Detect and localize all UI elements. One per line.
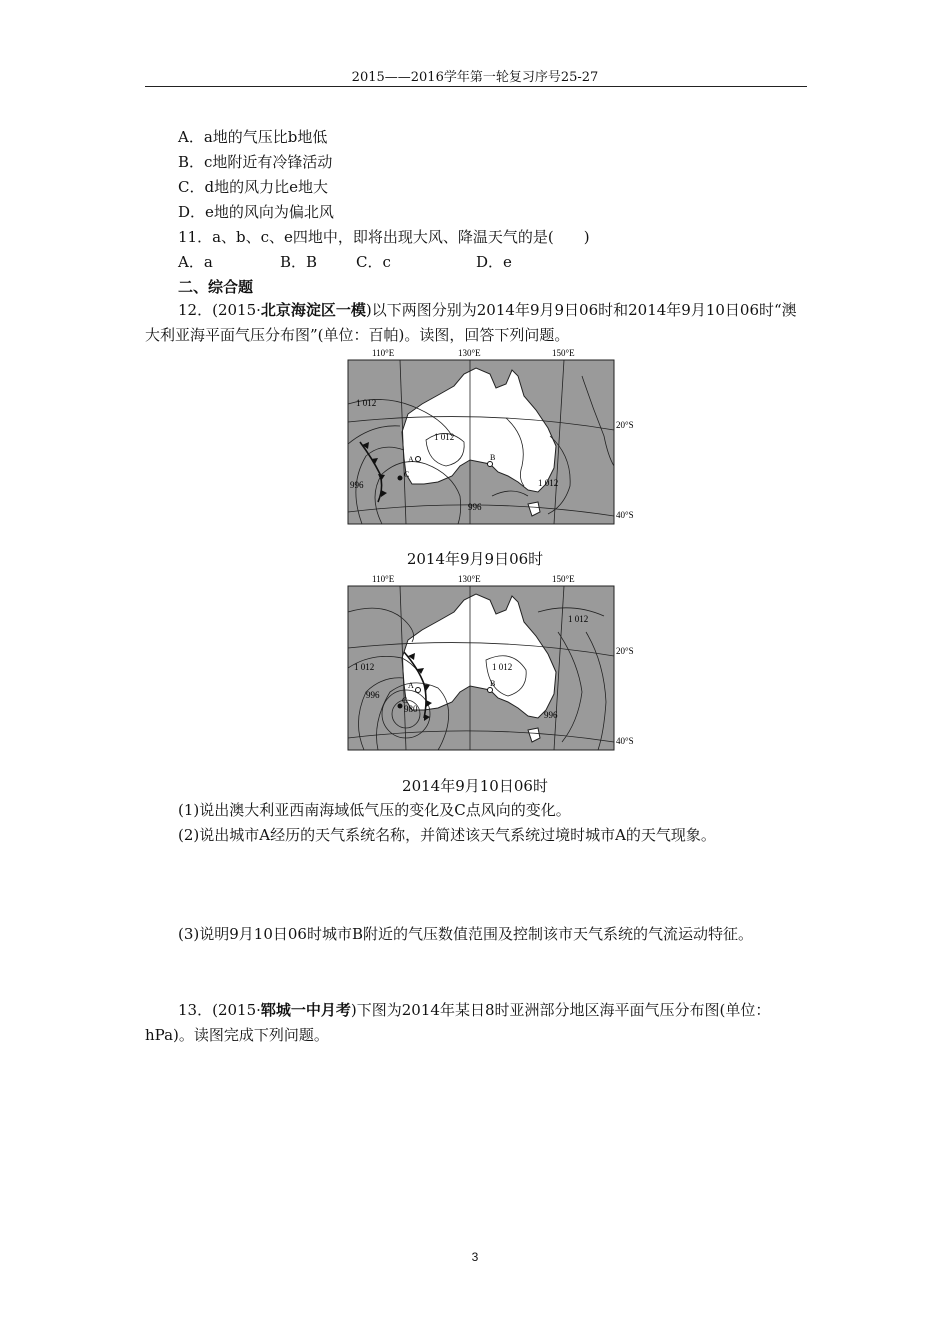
q12-sub3: (3)说明9月10日06时城市B附近的气压数值范围及控制该市天气系统的气流运动特征。 [178,925,753,943]
map-sep10 [342,572,642,752]
q11-options [178,252,512,272]
lat-label: 20°S [616,646,634,656]
isobar-label: 1 012 [354,662,375,672]
isobar-label: 1 012 [568,614,589,624]
lat-label: 40°S [616,736,634,746]
isobar-label: 1 012 [356,398,377,408]
q11-stem: 11．a、b、c、e四地中，即将出现大风、降温天气的是( ) [178,228,590,246]
q13-number: 13． [178,1001,213,1019]
section-2-title: 二、综合题 [178,278,254,296]
q12-stem: 12．(2015·北京海淀区一模)以下两图分别为2014年9月9日06时和2014年9月10日06时“澳大利亚海平面气压分布图”(单位：百帕)。读图，回答下列问题。 [145,301,797,344]
isobar-label: 1 012 [434,432,455,442]
lon-label: 150°E [552,348,575,358]
q12-stem-text: 以下两图分别为2014年9月9日06时和2014年9月10日06时“澳大利亚海平面气压分布图”(单位：百帕)。读图，回答下列问题。 [145,301,797,344]
q11-option-b: B．B [280,253,318,271]
q13-source: 郓城一中月考 [260,1001,351,1019]
header-rule [145,86,807,87]
map-sep9-caption: 2014年9月9日06时 [406,550,544,568]
page-header-title: 2015——2016学年第一轮复习序号25-27 [351,70,599,85]
q11-option-a: A．a [178,253,213,271]
q13-stem-text: 下图为2014年某日8时亚洲部分地区海平面气压分布图(单位：hPa)。读图完成下列问题。 [145,1001,771,1044]
lon-label: 130°E [458,348,481,358]
isobar-label: 996 [468,502,482,512]
point-a: A [408,681,414,690]
isobar-label: 996 [544,710,558,720]
map-sep9 [342,346,642,526]
isobar-label: 1 012 [538,478,559,488]
q11-option-c: C．c [356,253,391,271]
q11-option-d: D．e [476,253,512,271]
point-a: A [408,455,414,464]
isobar-label: 1 012 [492,662,513,672]
isobar-label: 996 [350,480,364,490]
page-number: 3 [471,1250,479,1264]
lon-label: 110°E [372,574,395,584]
q12-sub1: (1)说出澳大利亚西南海域低气压的变化及C点风向的变化。 [178,801,571,819]
isobar-label: 980 [404,704,418,714]
q12-sub2: (2)说出城市A经历的天气系统名称，并简述该天气系统过境时城市A的天气现象。 [178,826,716,844]
q13-stem: 13．(2015·郓城一中月考)下图为2014年某日8时亚洲部分地区海平面气压分布图(单位：hPa)。读图完成下列问题。 [145,1001,771,1044]
lat-label: 20°S [616,420,634,430]
point-b: B [490,679,496,688]
lon-label: 110°E [372,348,395,358]
q10-option-c: C．d地的风力比e地大 [178,178,328,196]
q10-option-b: B．c地附近有冷锋活动 [178,153,333,171]
lat-label: 40°S [616,510,634,520]
point-b: B [490,453,496,462]
lon-label: 150°E [552,574,575,584]
q12-source: 北京海淀区一模 [260,301,366,319]
q10-option-d: D．e地的风向为偏北风 [178,203,334,221]
lon-label: 130°E [458,574,481,584]
q12-number: 12． [178,301,213,319]
q10-option-a: A．a地的气压比b地低 [178,128,328,146]
isobar-label: 996 [366,690,380,700]
point-c: C [404,470,410,479]
map-sep10-caption: 2014年9月10日06时 [402,777,548,795]
point-c: C [402,696,408,705]
